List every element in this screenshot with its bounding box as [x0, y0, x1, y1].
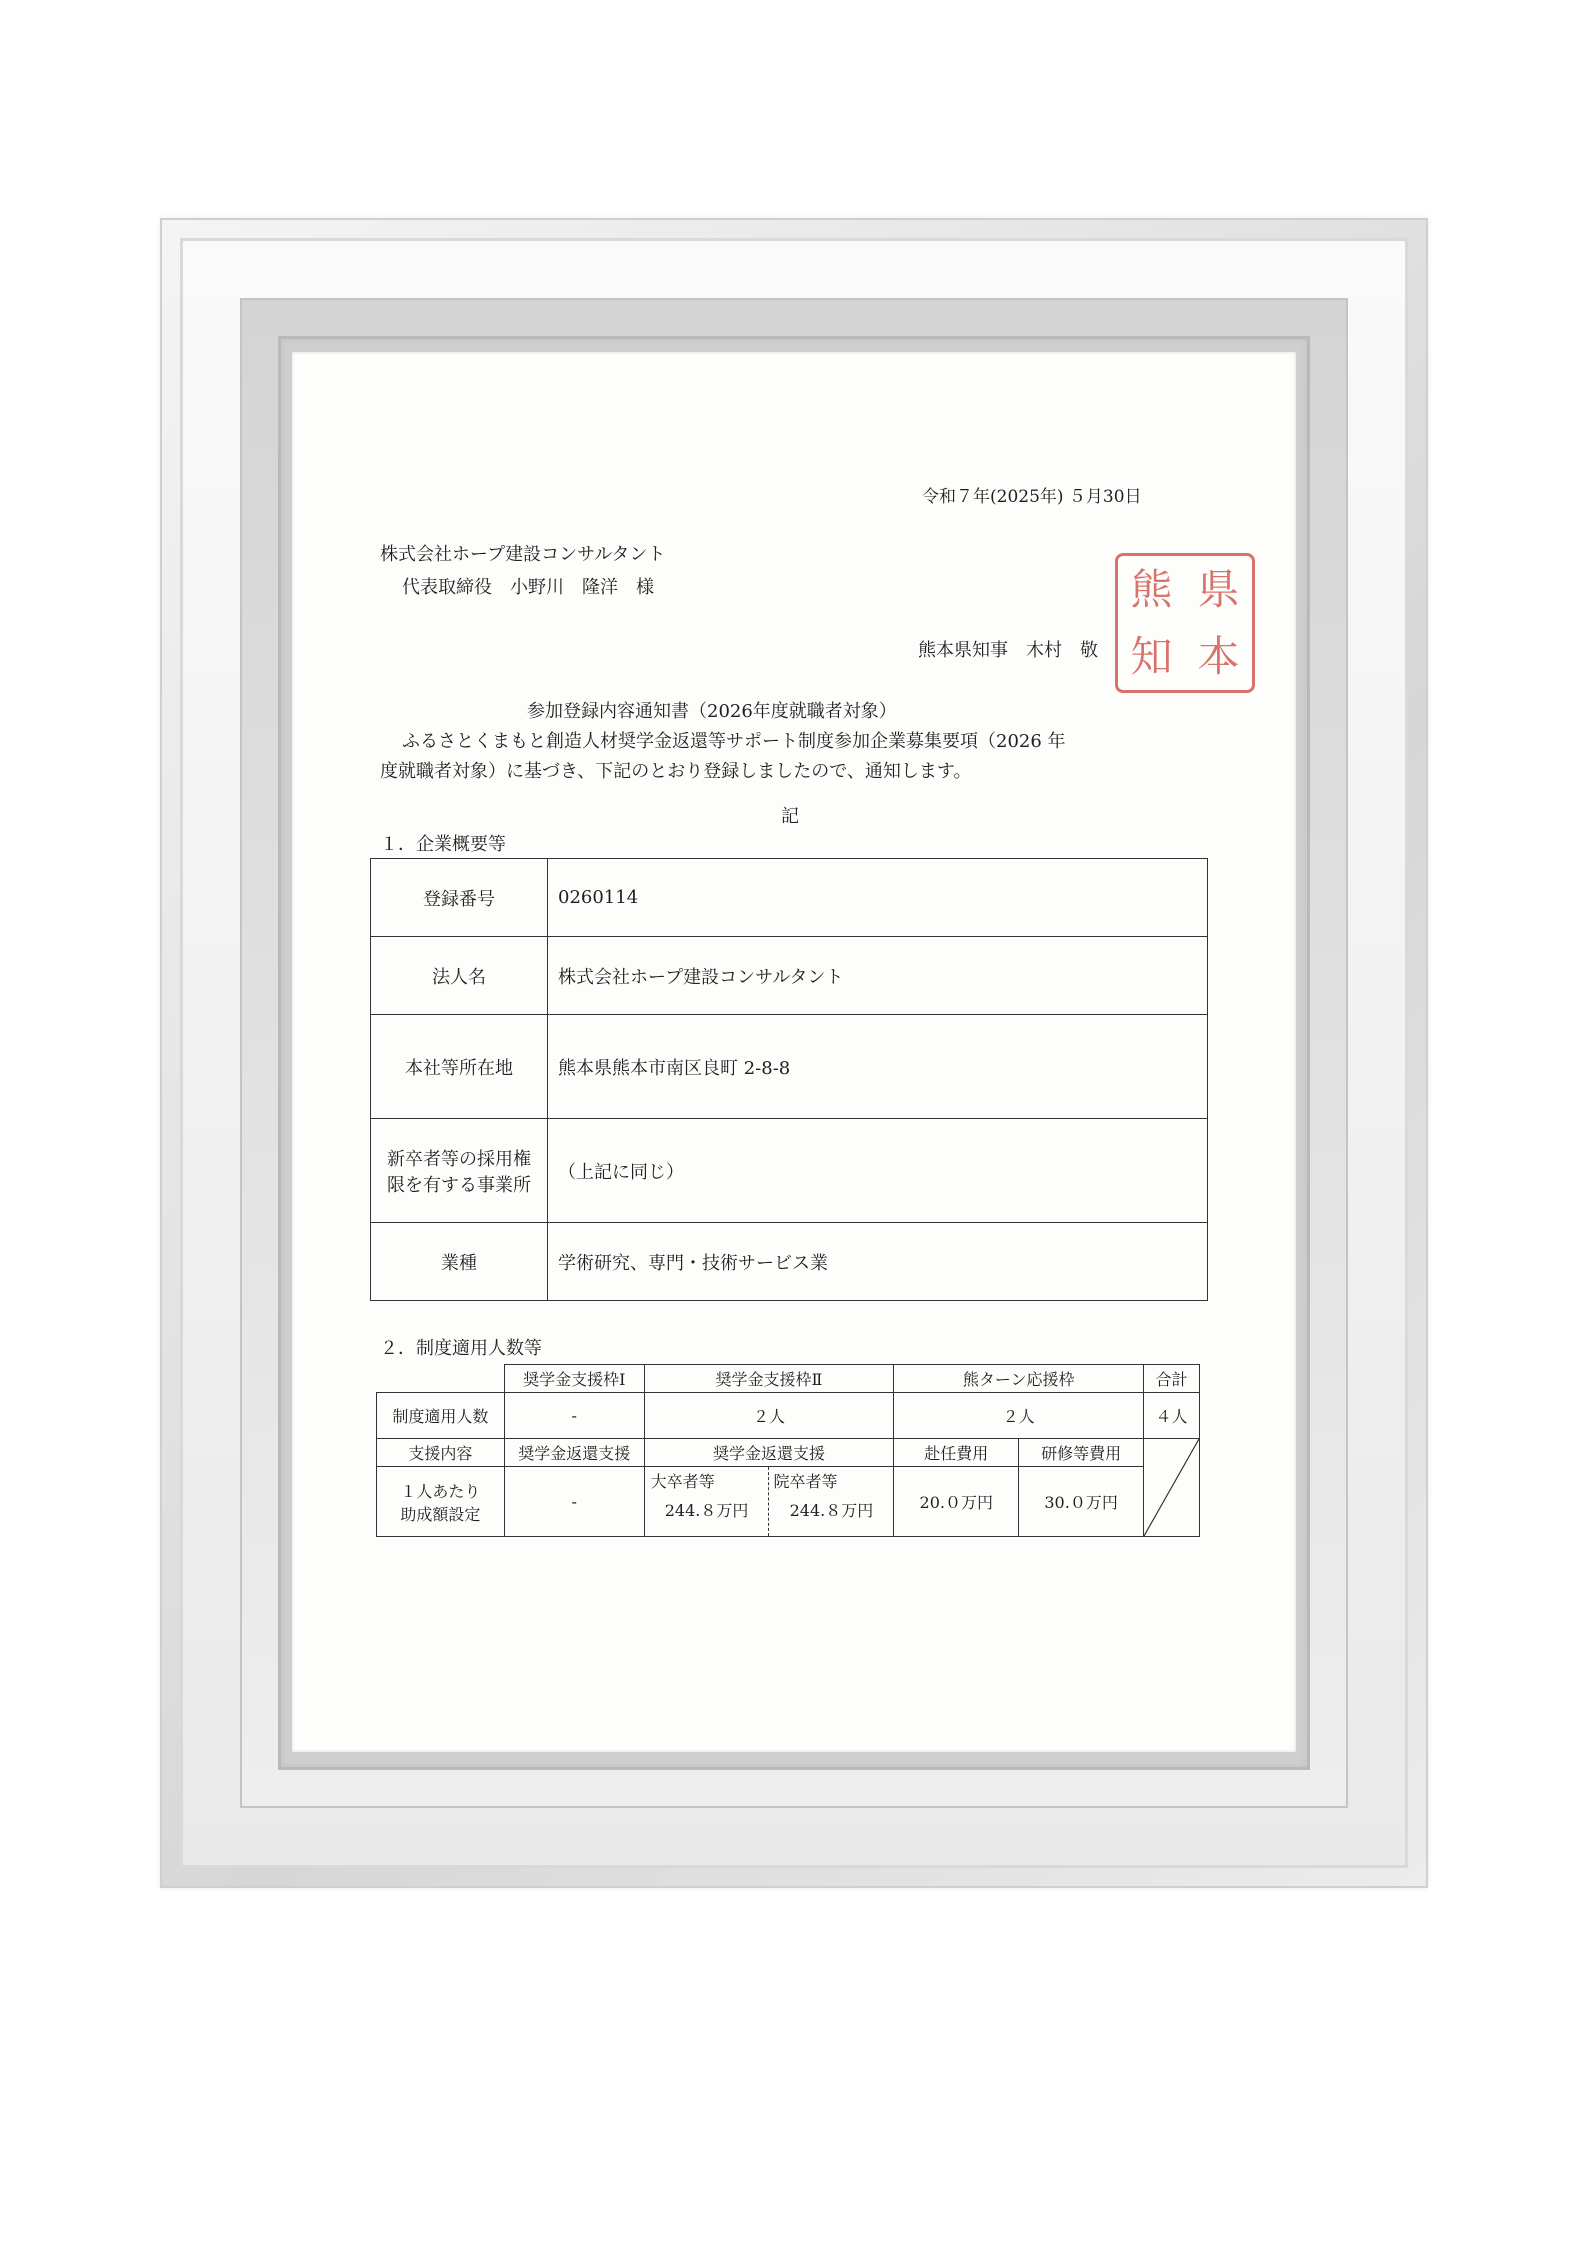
- count-total: ４人: [1144, 1393, 1200, 1439]
- support-relocation: 赴任費用: [894, 1439, 1019, 1467]
- amount-undergrad: 244.８万円: [664, 1501, 749, 1520]
- support-content-label: 支援内容: [377, 1439, 505, 1467]
- table-row: [371, 859, 1208, 937]
- diagonal-empty-cell: [1144, 1439, 1200, 1537]
- hiring-office-value: （上記に同じ）: [548, 1119, 1208, 1223]
- seal-char: 県: [1197, 564, 1240, 614]
- document-title: 参加登録内容通知書（2026年度就職者対象）: [527, 701, 897, 722]
- amount-label: [377, 1467, 505, 1537]
- amount-training: 30.０万円: [1019, 1467, 1144, 1537]
- company-overview-table: [370, 858, 1208, 1301]
- amount-grad-cell: [769, 1467, 894, 1537]
- amount-relocation: 20.０万円: [894, 1467, 1019, 1537]
- table-row: [377, 1439, 1200, 1467]
- amount-support-1: -: [504, 1467, 644, 1537]
- registration-number-label: 登録番号: [371, 859, 548, 937]
- header-support-1: 奨学金支援枠Ⅰ: [504, 1365, 644, 1393]
- registration-number-value: 0260114: [548, 859, 1208, 937]
- corporate-name-label: 法人名: [371, 937, 548, 1015]
- table-row: [371, 937, 1208, 1015]
- applicant-count-label: 制度適用人数: [377, 1393, 505, 1439]
- governor-seal: [1115, 553, 1255, 693]
- corporate-name-value: 株式会社ホープ建設コンサルタント: [548, 937, 1208, 1015]
- support-training: 研修等費用: [1019, 1439, 1144, 1467]
- amount-grad: 244.８万円: [789, 1501, 874, 1520]
- table-row: [377, 1365, 1200, 1393]
- table-row: [377, 1467, 1200, 1537]
- hiring-office-label: [371, 1119, 548, 1223]
- amount-label-line1: １人あたり: [400, 1481, 481, 1501]
- sender-name: 熊本県知事 木村 敬: [918, 640, 1098, 661]
- seal-char: 知: [1130, 631, 1173, 681]
- header-support-2: 奨学金支援枠Ⅱ: [644, 1365, 894, 1393]
- section1-heading: １．企業概要等: [380, 834, 506, 855]
- count-support-2: ２人: [644, 1393, 894, 1439]
- recipient-representative: 代表取締役 小野川 隆洋 様: [402, 577, 654, 598]
- industry-label: 業種: [371, 1223, 548, 1301]
- support-content-1: 奨学金返還支援: [504, 1439, 644, 1467]
- diagonal-line-icon: [1144, 1439, 1199, 1536]
- section2-heading: ２．制度適用人数等: [380, 1338, 542, 1359]
- count-kuma-turn: ２人: [894, 1393, 1144, 1439]
- recipient-company: 株式会社ホープ建設コンサルタント: [380, 544, 666, 565]
- document-date: 令和７年(2025年) ５月30日: [922, 487, 1142, 507]
- amount-label-line2: 助成額設定: [400, 1504, 481, 1524]
- table-row: [371, 1015, 1208, 1119]
- table-row: [371, 1223, 1208, 1301]
- applicant-count-table: [376, 1364, 1200, 1537]
- head-office-label: 本社等所在地: [371, 1015, 548, 1119]
- header-kuma-turn: 熊ターン応援枠: [894, 1365, 1144, 1393]
- table-row: [371, 1119, 1208, 1223]
- ki-label: 記: [781, 806, 799, 827]
- grad-sublabel: 院卒者等: [773, 1472, 838, 1491]
- head-office-value: 熊本県熊本市南区良町 2-8-8: [548, 1015, 1208, 1119]
- support-content-2: 奨学金返還支援: [644, 1439, 894, 1467]
- body-line-1: ふるさとくまもと創造人材奨学金返還等サポート制度参加企業募集要項（2026 年: [402, 731, 1066, 752]
- amount-undergrad-cell: [644, 1467, 769, 1537]
- body-line-2: 度就職者対象）に基づき、下記のとおり登録しましたので、通知します。: [380, 761, 972, 782]
- undergrad-sublabel: 大卒者等: [650, 1472, 715, 1491]
- hiring-office-label-line1: 新卒者等の採用権: [387, 1148, 531, 1170]
- seal-char: 本: [1197, 631, 1240, 681]
- count-support-1: -: [504, 1393, 644, 1439]
- hiring-office-label-line2: 限を有する事業所: [387, 1174, 531, 1196]
- seal-char: 熊: [1130, 564, 1173, 614]
- empty-corner-cell: [377, 1365, 505, 1393]
- industry-value: 学術研究、専門・技術サービス業: [548, 1223, 1208, 1301]
- table-row: [377, 1393, 1200, 1439]
- header-total: 合計: [1144, 1365, 1200, 1393]
